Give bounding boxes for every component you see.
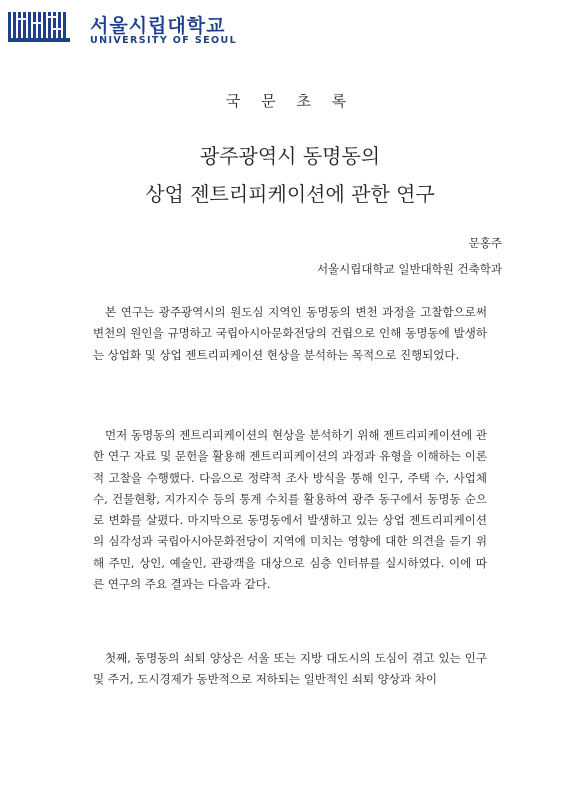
university-logo [8, 8, 238, 48]
author-affiliation: 서울시립대학교 일반대학원 건축학과 [316, 262, 502, 276]
university-name-korean: 서울시립대학교 [90, 15, 226, 37]
thesis-title-line-1: 광주광역시 동명동의 [199, 144, 381, 168]
abstract-label: 국 문 초 록 [225, 92, 355, 110]
abstract-paragraph-1: 본 연구는 광주광역시의 원도심 지역인 동명동의 변천 과정을 고찰함으로써 변천의 원인을 규명하고 국립아시아문화전당의 건립으로 인해 동명동에 발생하는 상업화 및 상업 젠트리피케이션 현상을 분석하는 목적으로 진행되었다. [93, 305, 487, 362]
author-name: 문홍주 [468, 236, 502, 250]
university-emblem-icon [8, 12, 70, 42]
thesis-title-line-2: 상업 젠트리피케이션에 관한 연구 [145, 182, 435, 206]
abstract-paragraph-3: 첫째, 동명동의 쇠퇴 양상은 서울 또는 지방 대도시의 도심이 겪고 있는 인구 및 주거, 도시경제가 동반적으로 저하되는 일반적인 쇠퇴 양상과 차이 [93, 651, 487, 687]
abstract-paragraph-2: 먼저 동명동의 젠트리피케이션의 현상을 분석하기 위해 젠트리피케이션에 관한 연구 자료 및 문헌을 활용해 젠트리피케이션의 과정과 유형을 이해하는 이론적 고찰을 수행했다. 다음으로 정략적 조사 방식을 통해 인구, 주택 수, 사업체 수, 건물현황, 지가지수 등의 통계 수치를 활용하여 광주 동구에서 동명동 순으로 변화를 살폈다. 마지막으로 동명동에서 발생하고 있는 상업 젠트리피케이션의 심각성과 국립아시아문화전당이 지역에 미치는 영향에 대한 의견을 듣기 위해 주민, 상인, 예술인, 관광객을 대상으로 심층 인터뷰를 실시하였다. 이에 따른 연구의 주요 결과는 다음과 같다. [93, 428, 487, 592]
university-name-english: UNIVERSITY OF SEOUL [90, 35, 238, 46]
